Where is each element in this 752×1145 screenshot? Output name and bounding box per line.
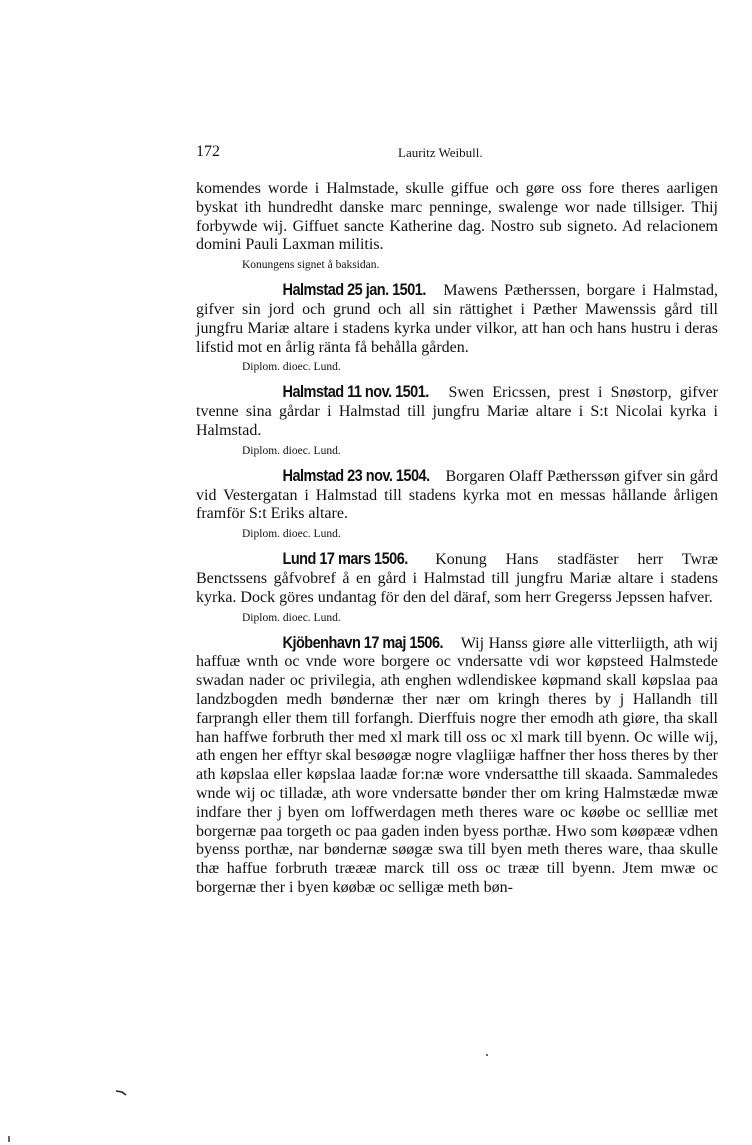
seal-note: Konungens signet å baksidan. [242, 259, 380, 272]
page-body [196, 180, 718, 898]
scan-mark [116, 1090, 127, 1096]
entry-heading: Halmstad 25 jan. 1501. [282, 281, 426, 300]
entry-text: Wij Hanss giøre alle vitterliigth, ath wij haffuæ wnth oc vnde wore borgere oc vndersatte vdi wor køpsteed Halmstede swadan nader oc privilegia, ath enghen wdlendiskee køpmand skall køpslaa paa landzbogden medh bøndernæ ther nær om kringh theres by j Hallandh till farprangh eller them till forfangh. Dierffuis nogre ther emodh ath giøre, tha skall han haffwe forbruth ther med xl mark till oss oc xl mark till byenn. Oc wille wij, ath engen her efftyr skal besøøgæ nogre vlagliigæ haffner ther hoss theres by ther ath køpslaa eller køpslaa laadæ for:næ wore vndersatthe till skaada. Sammaledes wnde wij oc tilladæ, ath wore vndersatte bønder ther om kring Halmstædæ mwæ indfare ther j byen om loffwerdagen meth theres ware oc køøbe oc sellliæ met borgernæ paa torgeth oc paa gaden inden byess porthæ. Hwo som køøpææ vdhen byenss porthæ, nar bøndernæ søøgæ swa till byen meth theres ware, thaa skulle thæ haffue forbruth træææ marck till oss oc trææ till byenn. Jtem mwæ oc borgernæ ther i byen køøbæ oc selligæ meth bøn- [196, 634, 718, 896]
entry-paragraph [196, 634, 718, 898]
entry-source: Diplom. dioec. Lund. [242, 444, 341, 457]
scan-edge-mark [8, 1136, 10, 1142]
entry-text: Mawens Pætherssen, borgare i Halmstad, gifver sin jord och grund och all sin rättighet i Pæther Mawenssis gård till jungfru Mariæ altare i stadens kyrka under vilkor, att han och hans hustru i deras lifstid mot en årlig ränta få behålla gården. [196, 282, 718, 356]
entry-paragraph [196, 467, 718, 524]
entry-source: Diplom. dioec. Lund. [242, 528, 341, 541]
entry-heading: Halmstad 11 nov. 1501. [282, 383, 429, 402]
entry-heading: Lund 17 mars 1506. [282, 550, 408, 569]
entry-paragraph [196, 281, 718, 357]
intro-paragraph: komendes worde i Halmstade, skulle giffue och gøre oss fore theres aarligen byskat ith hundredht danske marc penninge, swalenge wor nade tillsiger. Thij forbywde wij. Giffuet sancte Katherine dag. Nostro sub signeto. Ad relacionem domini Pauli Laxman militis. [196, 180, 718, 254]
entry-text: Swen Ericssen, prest i Snøstorp, gifver tvenne sina gårdar i Halmstad till jungfru Mariæ altare i S:t Nicolai kyrka i Halmstad. [196, 384, 718, 439]
entry-paragraph [196, 383, 718, 440]
entry-paragraph [196, 550, 718, 607]
page-header [196, 143, 718, 163]
entry-text: Konung Hans stadfäster herr Twræ Benctssens gåfvobref å en gård i Halmstad till jungfru Mariæ altare i stadens kyrka. Dock göres undantag för den del däraf, som herr Gregerss Jepssen hafver. [196, 551, 718, 606]
entry-heading: Kjöbenhavn 17 maj 1506. [282, 633, 444, 652]
entry-text: Borgaren Olaff Pætherssøn gifver sin gård vid Vestergatan i Halmstad till stadens kyrka mot en messas hållande årligen framför S:t Eriks altare. [196, 467, 718, 523]
entry-source: Diplom. dioec. Lund. [242, 611, 341, 624]
running-title: Lauritz Weibull. [398, 145, 483, 160]
page-number: 172 [196, 143, 220, 160]
entry-heading: Halmstad 23 nov. 1504. [282, 466, 430, 485]
entry-source: Diplom. dioec. Lund. [242, 361, 341, 374]
scan-speck [486, 1054, 488, 1056]
